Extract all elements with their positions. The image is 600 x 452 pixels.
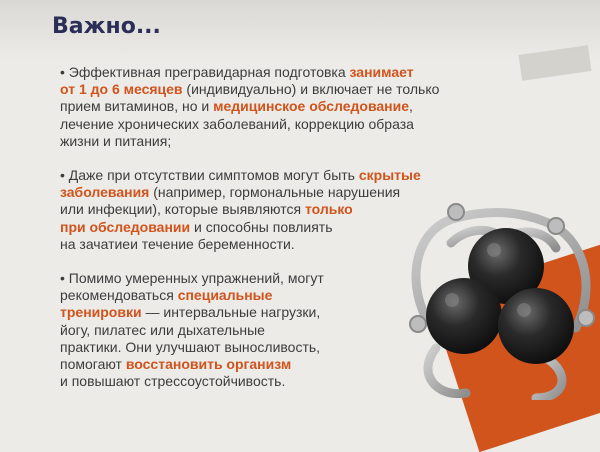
- text-segment: прием витаминов, но и: [60, 98, 214, 115]
- text-segment: • Даже при отсутствии симптомов могут быть: [60, 167, 359, 184]
- text-segment: • Эффективная прегравидарная подготовка: [60, 64, 350, 80]
- highlight-text: занимает: [349, 64, 414, 80]
- text-segment: лечение хронических заболеваний, коррекцию образа: [60, 115, 414, 132]
- text-segment: или инфекции), которые выявляются: [60, 201, 305, 218]
- highlight-text: заболевания: [60, 184, 150, 201]
- highlight-text: тренировки: [60, 304, 142, 321]
- highlight-text: специальные: [177, 287, 273, 304]
- text-segment: (индивидуально) и включает не только: [182, 81, 440, 98]
- highlight-text: только: [304, 201, 353, 218]
- text-segment: (например, гормональные нарушения: [149, 184, 401, 201]
- text-segment: жизни и питания;: [60, 132, 172, 149]
- text-segment: на зачатиеи течение беременности.: [60, 235, 295, 252]
- highlight-text: от 1 до 6 месяцев: [60, 81, 183, 98]
- text-segment: помогают: [60, 356, 126, 373]
- highlight-text: скрытые: [358, 167, 421, 184]
- highlight-text: медицинское обследование: [213, 98, 410, 115]
- text-segment: — интервальные нагрузки,: [141, 304, 321, 321]
- page-title: Важно...: [52, 14, 161, 39]
- paragraph-preparation: [60, 64, 480, 150]
- kegel-balls-image: [396, 198, 600, 400]
- text-segment: • Помимо умеренных упражнений, могут: [60, 270, 324, 287]
- text-segment: йогу, пилатес или дыхательные: [60, 321, 265, 338]
- text-segment: и способны повлиять: [190, 218, 333, 235]
- text-segment: и повышают стрессоустойчивость.: [60, 373, 286, 390]
- highlight-text: при обследовании: [60, 218, 191, 235]
- highlight-text: восстановить организм: [125, 356, 292, 373]
- text-segment: практики. Они улучшают выносливость,: [60, 338, 321, 355]
- text-segment: ,: [409, 98, 413, 115]
- text-segment: рекомендоваться: [60, 287, 178, 304]
